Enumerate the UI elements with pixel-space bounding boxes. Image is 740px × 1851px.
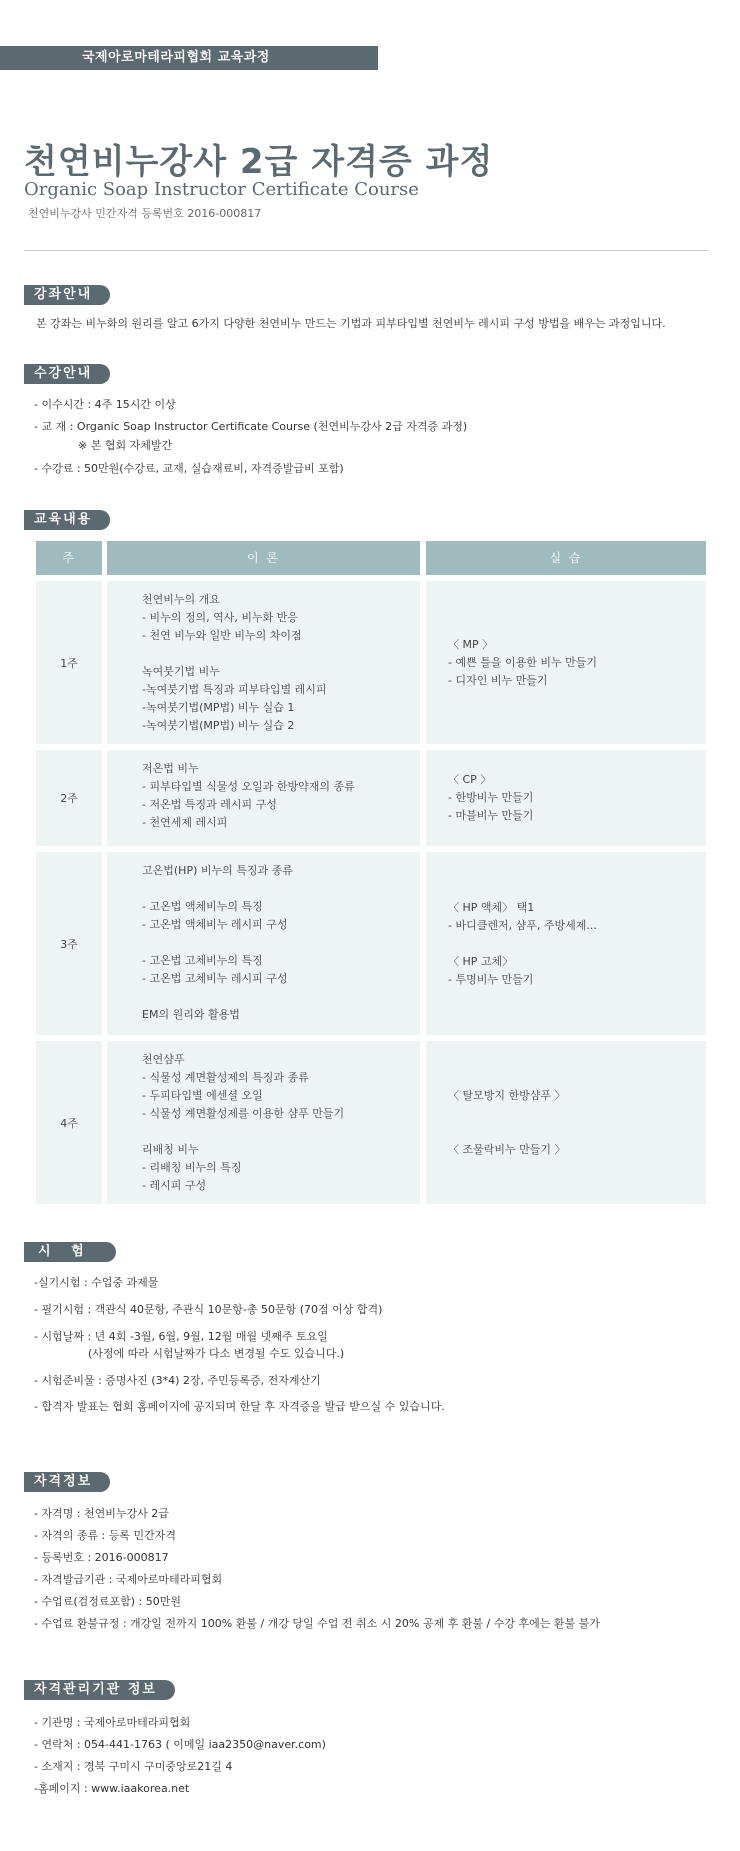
column-header-practice: 실 습 <box>426 541 706 575</box>
agency-line: -홈페이지 : www.iaakorea.net <box>34 1782 190 1795</box>
theory-cell: 천연샴푸 - 식물성 계면활성제의 특징과 종류 - 두피타입별 에센셜 오일 - 식물성 계면활성제를 이용한 샴푸 만들기 리배칭 비누 - 리배칭 비누의 특징 - 레시피 구성 <box>107 1041 420 1204</box>
week-cell: 2주 <box>36 750 102 846</box>
exam-line: - 필기시험 : 객관식 40문항, 주관식 10문항-총 50문항 (70점 이상 합격) <box>34 1303 383 1316</box>
exam-line: - 시험날짜 : 년 4회 -3월, 6월, 9월, 12월 매월 넷째주 토요일 <box>34 1330 328 1343</box>
page-title: 천연비누강사 2급 자격증 과정 <box>24 142 494 182</box>
section-heading-course: 수강안내 <box>24 364 110 384</box>
section-heading-exam: 시 험 <box>24 1242 116 1262</box>
column-header-week: 주 <box>36 541 102 575</box>
section-heading-curriculum: 교육내용 <box>24 510 110 530</box>
cert-line: - 자격의 종류 : 등록 민간자격 <box>34 1529 177 1542</box>
exam-line: (사정에 따라 시험날짜가 다소 변경될 수도 있습니다.) <box>88 1347 345 1360</box>
exam-line: - 시험준비물 : 증명사진 (3*4) 2장, 주민등록증, 전자계산기 <box>34 1374 321 1387</box>
agency-line: - 소재지 : 경북 구미시 구미중앙로21길 4 <box>34 1760 233 1773</box>
theory-cell: 저온법 비누 - 피부타입별 식물성 오일과 한방약재의 종류 - 저온법 특징과 레시피 구성 - 천연세제 레시피 <box>107 750 420 846</box>
page-subtitle: Organic Soap Instructor Certificate Course <box>24 179 419 200</box>
section-heading-agency: 자격관리기관 정보 <box>24 1680 175 1700</box>
cert-line: - 자격발급기관 : 국제아로마테라피협회 <box>34 1573 223 1586</box>
week-cell: 4주 <box>36 1041 102 1204</box>
practice-cell: 〈 탈모방지 한방샴푸 〉 〈 조물락비누 만들기 〉 <box>426 1041 706 1204</box>
section-heading-intro: 강좌안내 <box>24 285 110 305</box>
exam-line: -실기시험 : 수업중 과제물 <box>34 1276 159 1289</box>
practice-cell: 〈 HP 액체〉 택1 - 바디클렌저, 샴푸, 주방세제... 〈 HP 고체〉 - 투명비누 만들기 <box>426 852 706 1035</box>
course-line: ※ 본 협회 자체발간 <box>78 439 173 452</box>
practice-cell: 〈 MP 〉 - 예쁜 틀을 이용한 비누 만들기 - 디자인 비누 만들기 <box>426 581 706 744</box>
week-cell: 1주 <box>36 581 102 744</box>
column-header-theory: 이 론 <box>107 541 420 575</box>
course-line: - 수강료 : 50만원(수강료, 교재, 실습재료비, 자격증발급비 포함) <box>34 462 344 475</box>
intro-text: 본 강좌는 비누화의 원리를 알고 6가지 다양한 천연비누 만드는 기법과 피부타입별 천연비누 레시피 구성 방법을 배우는 과정입니다. <box>36 317 666 330</box>
agency-line: - 기관명 : 국제아로마테라피협회 <box>34 1716 191 1729</box>
cert-line: - 자격명 : 천연비누강사 2급 <box>34 1507 169 1520</box>
divider <box>24 250 708 251</box>
table-row <box>36 852 706 1035</box>
week-cell: 3주 <box>36 852 102 1035</box>
cert-line: - 등록번호 : 2016-000817 <box>34 1551 169 1564</box>
table-row <box>36 750 706 846</box>
exam-line: - 합격자 발표는 협회 홈페이지에 공지되며 한달 후 자격증을 발급 받으실 수 있습니다. <box>34 1400 445 1413</box>
course-line: - 교 재 : Organic Soap Instructor Certificate Course (천연비누강사 2급 자격증 과정) <box>34 420 468 433</box>
practice-cell: 〈 CP 〉 - 한방비누 만들기 - 마블비누 만들기 <box>426 750 706 846</box>
curriculum-table <box>36 541 706 1210</box>
agency-line: - 연락처 : 054-441-1763 ( 이메일 iaa2350@naver.com) <box>34 1738 326 1751</box>
registration-number: 천연비누강사 민간자격 등록번호 2016-000817 <box>28 207 262 220</box>
cert-line: - 수업료(검정료포함) : 50만원 <box>34 1595 182 1608</box>
table-row <box>36 1041 706 1204</box>
cert-line: - 수업료 환불규정 : 개강일 전까지 100% 환불 / 개강 당일 수업 전 취소 시 20% 공제 후 환불 / 수강 후에는 환불 불가 <box>34 1617 600 1630</box>
theory-cell: 천연비누의 개요 - 비누의 정의, 역사, 비누화 반응 - 천연 비누와 일반 비누의 차이점 녹여붓기법 비누 -녹여붓기법 특징과 피부타입별 레시피 -녹여붓기법(MP법) 비누 실습 1 -녹여붓기법(MP법) 비누 실습 2 <box>107 581 420 744</box>
course-line: - 이수시간 : 4주 15시간 이상 <box>34 398 176 411</box>
table-header-row <box>36 541 706 575</box>
section-heading-cert: 자격정보 <box>24 1472 110 1492</box>
table-row <box>36 581 706 744</box>
org-banner: 국제아로마테라피협회 교육과정 <box>0 46 378 70</box>
theory-cell: 고온법(HP) 비누의 특징과 종류 - 고온법 액체비누의 특징 - 고온법 액체비누 레시피 구성 - 고온법 고체비누의 특징 - 고온법 고체비누 레시피 구성 EM의 원리와 활용법 <box>107 852 420 1035</box>
